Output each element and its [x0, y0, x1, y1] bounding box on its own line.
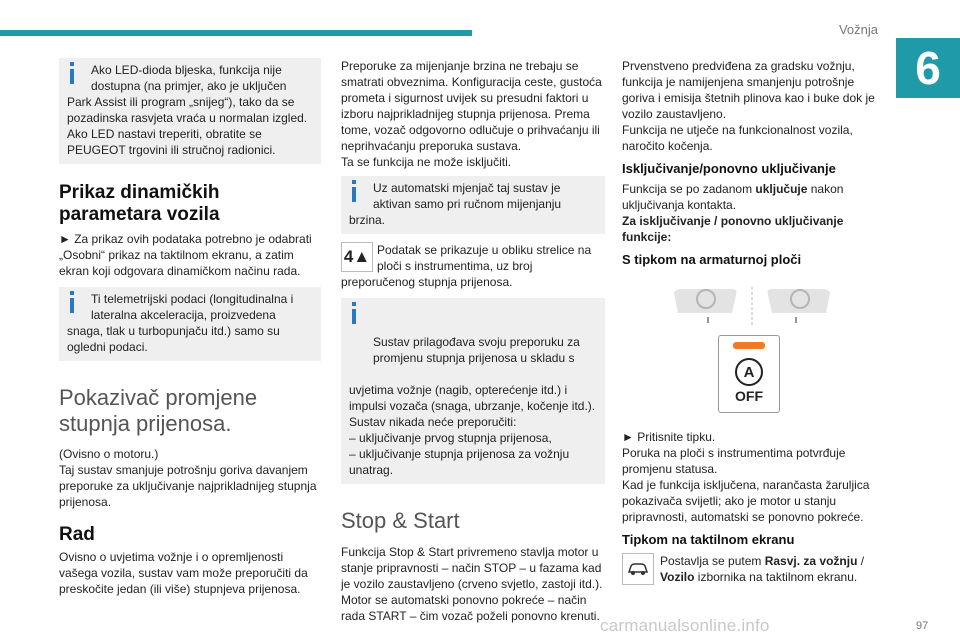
heading-dashboard-button: S tipkom na armaturnoj ploči — [622, 252, 802, 267]
info-box-adaptation: Sustav prilagođava svoju preporuku za promjenu stupnja prijenosa u skladu s uvjetima vožnje (nagib, opterećenje itd.) i impulsi vozača (snaga, ubrzanje, kočenje itd.). Sustav nikada neće preporučiti: – uključivanje prvog stupnja prijenosa, – uključivanje stupnja prijenosa za vožnju unatrag. — [341, 298, 605, 484]
info-icon — [67, 291, 77, 315]
page-number: 97 — [916, 620, 929, 632]
paragraph-rad: Ovisno o uvjetima vožnje i o opremljenosti vašega vozila, sustav vam može preporučiti da preskočite jedan (ili više) stupnjeva prijenosa. — [59, 550, 308, 596]
heading-gear-indicator: Pokazivač promjene stupnja prijenosa. — [59, 385, 258, 436]
column-2 — [341, 58, 605, 624]
off-label: OFF — [735, 388, 763, 404]
orange-led-indicator — [733, 342, 765, 349]
watermark: carmanualsonline.info — [600, 616, 770, 635]
auto-stop-icon: A — [735, 358, 763, 386]
paragraph-recommendations: Preporuke za mijenjanje brzina ne trebaju se smatrati obveznima. Konfiguracija ceste, gustoća prometa i sigurnost uvijek su presudni faktori u izboru najprikladnijeg stupnja prijenosa. Prema tome, vozač odgovorno odlučuje o prihvaćanju ili neprihvaćanju preporuka sustava. Ta se funkcija ne može isključiti. — [341, 59, 602, 169]
heading-stop-start: Stop & Start — [341, 508, 460, 533]
car-menu-icon — [622, 553, 654, 585]
touchscreen-block — [622, 553, 884, 585]
heading-rad: Rad — [59, 524, 95, 545]
paragraph-touchscreen: Postavlja se putem Rasvj. za vožnju / Vozilo izbornika na taktilnom ekranu. — [660, 554, 865, 584]
gear-display-block: 4▲ Podatak se prikazuje u obliku strelice na ploči s instrumentima, uz broj preporučenog stupnja prijenosa. — [341, 243, 592, 289]
gear-arrow-icon: 4▲ — [341, 242, 373, 272]
heading-touchscreen: Tipkom na taktilnom ekranu — [622, 532, 795, 547]
info-icon — [349, 302, 359, 326]
info-box-automatic: Uz automatski mjenjač taj sustav je aktivan samo pri ručnom mijenjanju brzina. — [341, 176, 605, 234]
column-3 — [622, 58, 884, 585]
heading-dynamic-params: Prikaz dinamičkih parametara vozila — [59, 182, 220, 225]
section-title: Vožnja — [838, 22, 878, 37]
paragraph-dynamic: ► Za prikaz ovih podataka potrebno je odabrati „Osobni“ prikaz na taktilnom ekranu, a zatim ekran koji odgovara dinamičkom načinu rada. — [59, 232, 312, 278]
info-icon — [349, 180, 359, 204]
paragraph-gear-indicator: (Ovisno o motoru.) Taj sustav smanjuje potrošnju goriva davanjem preporuke za uključivanje najprikladnijeg stupnja prijenosa. — [59, 447, 317, 509]
info-box-telemetry: Ti telemetrijski podaci (longitudinalna i lateralna akceleracija, proizvedena snaga, tlak u turbopunjaču itd.) samo su ogledni podaci. — [59, 287, 321, 361]
heading-on-off: Isključivanje/ponovno uključivanje — [622, 161, 836, 176]
dashboard-illustration — [622, 275, 884, 423]
paragraph-default-on: Funkcija se po zadanom uključuje nakon uključivanja kontakta. — [622, 182, 844, 212]
chapter-number-tab: 6 — [896, 38, 960, 98]
paragraph-press-button: ► Pritisnite tipku. Poruka na ploči s instrumentima potvrđuje promjenu statusa. Kad je funkcija isključena, narančasta žaruljica pokazivača svijetli; ako je motor u stanju pripravnosti, automatski se ponovno pokreće. — [622, 430, 870, 524]
info-icon — [67, 62, 77, 86]
column-1 — [59, 58, 321, 597]
paragraph-city-driving: Prvenstveno predviđena za gradsku vožnju, funkcija je namijenjena smanjenju potrošnje goriva i emisija štetnih plinova kao i buke dok je vozilo zaustavljeno. Funkcija ne utječe na funkcionalnost vozila, naročito kočenja. — [622, 59, 875, 153]
steering-wheels-icon — [672, 287, 832, 325]
header-accent-bar — [0, 30, 472, 36]
paragraph-stop-start: Funkcija Stop & Start privremeno stavlja motor u stanje pripravnosti – način STOP – u fazama kad je vozilo zaustavljeno (crveno svjetlo, zastoji itd.). Motor se automatski ponovno pokreće – način rada START – čim vozač poželi ponovno krenuti. — [341, 545, 603, 623]
info-box-led: Ako LED-dioda bljeska, funkcija nije dostupna (na primjer, ako je uključen Park Assist ili program „snijeg“), tako da se pozadinska rasvjeta vraća u normalan izgled. Ako LED nastavi treperiti, obratite se PEUGEOT trgovini ili stručnoj radionici. — [59, 58, 321, 164]
stop-start-off-button[interactable] — [718, 335, 780, 413]
paragraph-to-toggle: Za isključivanje / ponovno uključivanje funkcije: — [622, 214, 844, 244]
